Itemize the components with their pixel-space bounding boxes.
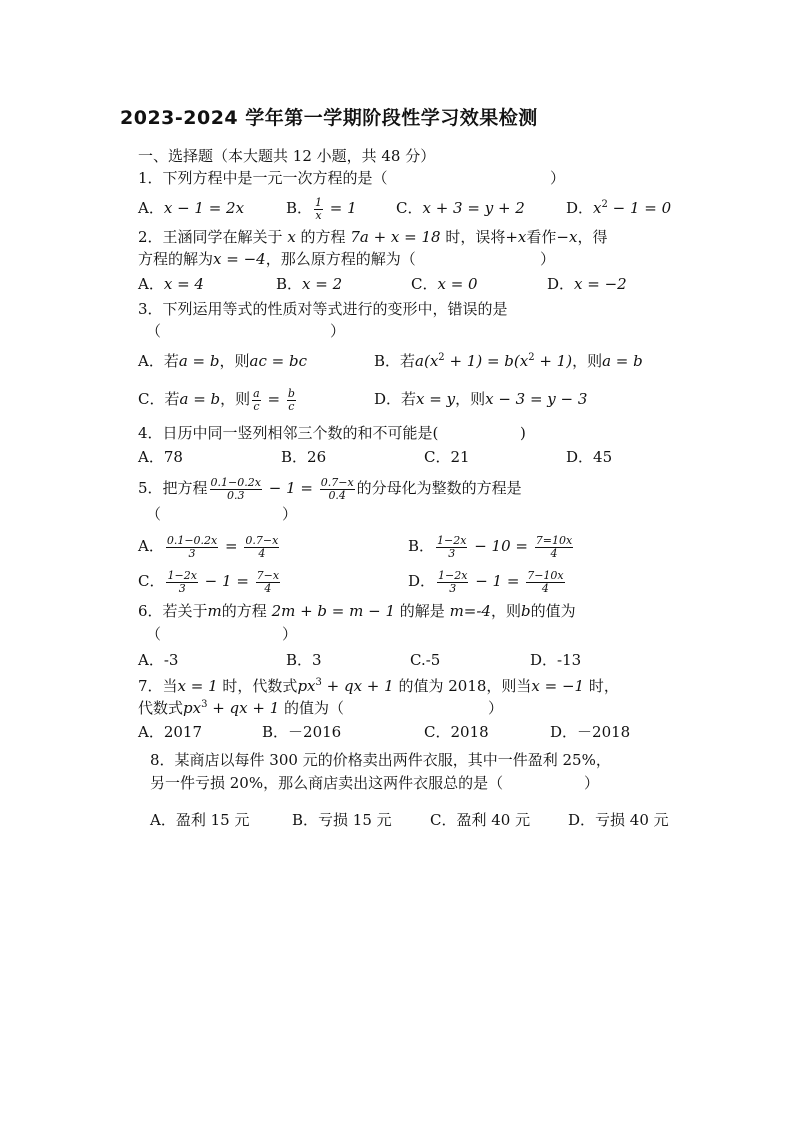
q5-option-a: A． $\frac{0.1-0.2x}{3}$ = $\frac{0.7-x}{4}$ — [138, 533, 279, 560]
q3-option-b: B．若$a(x^2 + 1) = b(x^2 + 1)$，则a = b — [374, 352, 643, 370]
q6-option-d: D．-13 — [530, 651, 582, 669]
q5-option-c: C． $\frac{1-2x}{3}$ − 1 = $\frac{7-x}{4}$ — [138, 568, 280, 595]
q8-line2: 另一件亏损 20%，那么商店卖出这两件衣服总的是（ — [150, 774, 504, 792]
q6-option-b: B．3 — [286, 651, 322, 669]
q7-paren-close: ） — [488, 699, 504, 717]
q8-option-d: D．亏损 40 元 — [568, 811, 669, 829]
q5-option-d: D． $\frac{1-2x}{3}$ − 1 = $\frac{7-10x}{4}$ — [408, 568, 564, 595]
page-title: 2023-2024 学年第一学期阶段性学习效果检测 — [120, 107, 538, 129]
q2-line2: 方程的解为x = −4，那么原方程的解为（ — [138, 250, 416, 268]
q4-option-c: C．21 — [424, 448, 470, 466]
q2-option-a: A．x = 4 — [138, 275, 204, 293]
q6-stem: 6．若关于m的方程 2m + b = m − 1 的解是 m=-4，则b的值为 — [138, 602, 576, 620]
q2-option-b: B．x = 2 — [276, 275, 343, 293]
q1-option-c: C．x + 3 = y + 2 — [396, 199, 525, 217]
q7-option-a: A．2017 — [138, 723, 203, 741]
q8-option-a: A．盈利 15 元 — [150, 811, 250, 829]
q3-stem: 3．下列运用等式的性质对等式进行的变形中，错误的是 — [138, 300, 508, 318]
q4-stem: 4．日历中同一竖列相邻三个数的和不可能是( — [138, 424, 439, 442]
q7-line2: 代数式$px^3$ + qx + 1 的值为（ — [138, 699, 345, 717]
q5-paren-close: ） — [282, 505, 298, 523]
q1-b-fraction: $\frac{1}{x}$ — [315, 195, 323, 222]
q3-paren-close: ） — [330, 322, 346, 340]
q3-option-a: A．若a = b，则ac = bc — [138, 352, 307, 370]
q6-paren-open: （ — [146, 625, 162, 643]
q2-option-d: D．x = −2 — [547, 275, 627, 293]
q7-option-b: B．－2016 — [262, 723, 342, 741]
q4-option-d: D．45 — [566, 448, 613, 466]
q1-paren-close: ） — [550, 169, 566, 187]
q1-option-a: A．x − 1 = 2x — [138, 199, 245, 217]
q1-option-d: D．$x^2 - 1 = 0$ — [566, 199, 672, 217]
q6-option-a: A．-3 — [138, 651, 179, 669]
q5-option-b: B． $\frac{1-2x}{3}$ − 10 = $\frac{7=10x}{4}$ — [408, 533, 573, 560]
q5-paren-open: （ — [146, 505, 162, 523]
q6-paren-close: ） — [282, 625, 298, 643]
q8-option-b: B．亏损 15 元 — [292, 811, 392, 829]
q3-option-d: D．若x = y，则x − 3 = y − 3 — [374, 390, 588, 408]
section-heading: 一、选择题（本大题共 12 小题，共 48 分） — [138, 147, 436, 165]
q1-option-b: B． $\frac{1}{x}$ = 1 — [286, 195, 357, 222]
q3-option-c: C．若a = b，则 $\frac{a}{c}$ = $\frac{b}{c}$ — [138, 386, 295, 413]
q2-line1: 2．王涵同学在解关于 x 的方程 7a + x = 18 时，误将+x看作−x，得 — [138, 228, 608, 246]
q8-paren-close: ） — [584, 774, 600, 792]
q2-option-c: C．x = 0 — [411, 275, 478, 293]
q7-option-d: D．－2018 — [550, 723, 631, 741]
q8-line1: 8．某商店以每件 300 元的价格卖出两件衣服，其中一件盈利 25%， — [150, 751, 611, 769]
q5-stem: 5．把方程 $\frac{0.1-0.2x}{0.3}$ − 1 = $\frac{0.7-x}{0.4}$ 的分母化为整数的方程是 — [138, 475, 522, 502]
q4-paren-close: ) — [520, 424, 526, 442]
q2-paren-close: ） — [540, 250, 556, 268]
q6-option-c: C.-5 — [410, 651, 441, 669]
q7-option-c: C．2018 — [424, 723, 489, 741]
q1-stem: 1．下列方程中是一元一次方程的是（ — [138, 169, 388, 187]
q7-line1: 7．当x = 1 时，代数式$px^3$ + qx + 1 的值为 2018，则当x = −1 时， — [138, 677, 619, 695]
q4-option-a: A．78 — [138, 448, 183, 466]
q4-option-b: B．26 — [281, 448, 327, 466]
q3-paren-open: （ — [146, 322, 162, 340]
q8-option-c: C．盈利 40 元 — [430, 811, 531, 829]
